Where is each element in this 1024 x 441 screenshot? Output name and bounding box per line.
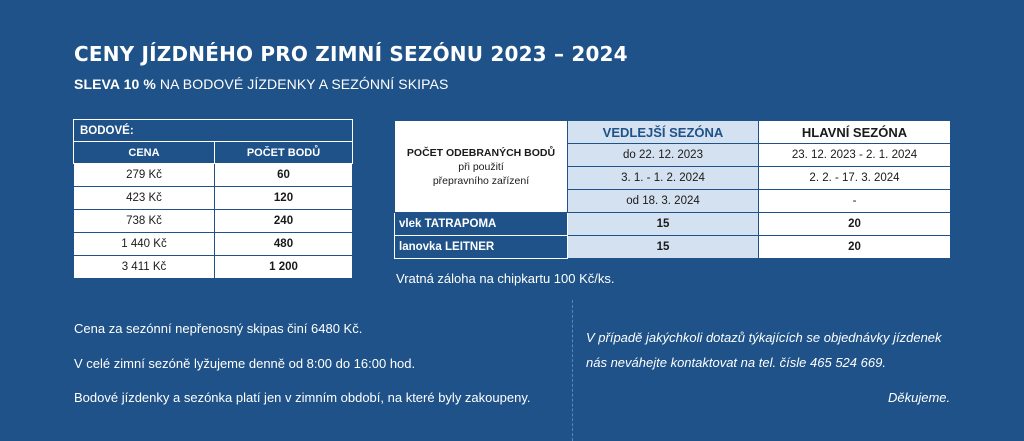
main-points-cell: 20 — [759, 236, 951, 259]
deposit-note: Vratná záloha na chipkartu 100 Kč/ks. — [396, 271, 615, 286]
table-row — [395, 213, 951, 236]
table-row — [74, 256, 353, 279]
info-opening-hours: V celé zimní sezóně lyžujeme denně od 8:00 do 16:00 hod. — [74, 356, 416, 371]
table-row — [74, 164, 353, 187]
header-side-season: VEDLEJŠÍ SEZÓNA — [568, 121, 759, 144]
points-table-caption: BODOVÉ: — [74, 120, 353, 142]
points-cell: 120 — [215, 187, 353, 210]
side-period-cell: 3. 1. - 1. 2. 2024 — [568, 167, 759, 190]
points-usage-label — [395, 121, 568, 213]
points-price-table — [73, 119, 353, 279]
header-main-season: HLAVNÍ SEZÓNA — [759, 121, 951, 144]
contact-line-1: V případě jakýchkoli dotazů týkajících se objednávky jízdenek — [586, 330, 942, 345]
main-period-cell: 2. 2. - 17. 3. 2024 — [759, 167, 951, 190]
label-line-2: při použití — [458, 160, 504, 173]
discount-highlight: SLEVA 10 % — [74, 76, 156, 92]
subtitle-rest: NA BODOVÉ JÍZDENKY A SEZÓNNÍ SKIPAS — [155, 76, 449, 92]
table-row — [74, 233, 353, 256]
main-points-cell: 20 — [759, 213, 951, 236]
side-period-cell: do 22. 12. 2023 — [568, 144, 759, 167]
lift-name-cell: lanovka LEITNER — [395, 236, 568, 259]
label-line-3: přepravního zařízení — [432, 174, 530, 187]
price-cell: 738 Kč — [74, 210, 215, 233]
price-cell: 423 Kč — [74, 187, 215, 210]
side-period-cell: od 18. 3. 2024 — [568, 190, 759, 213]
price-cell: 1 440 Kč — [74, 233, 215, 256]
page-title: CENY JÍZDNÉHO PRO ZIMNÍ SEZÓNU 2023 – 2024 — [74, 42, 628, 66]
table-row — [74, 210, 353, 233]
price-cell: 3 411 Kč — [74, 256, 215, 279]
contact-line-2: nás neváhejte kontaktovat na tel. čísle 465 524 669. — [586, 355, 886, 370]
points-cell: 1 200 — [215, 256, 353, 279]
info-season-pass: Cena za sezónní nepřenosný skipas činí 6480 Kč. — [74, 321, 363, 336]
header-points: POČET BODŮ — [215, 142, 353, 164]
table-row — [74, 187, 353, 210]
side-points-cell: 15 — [568, 213, 759, 236]
header-price: CENA — [74, 142, 215, 164]
main-period-cell: 23. 12. 2023 - 2. 1. 2024 — [759, 144, 951, 167]
thanks-text: Děkujeme. — [888, 390, 951, 405]
label-line-1: POČET ODEBRANÝCH BODŮ — [406, 146, 556, 159]
info-validity: Bodové jízdenky a sezónka platí jen v zimním období, na které byly zakoupeny. — [74, 390, 531, 405]
points-cell: 480 — [215, 233, 353, 256]
points-cell: 60 — [215, 164, 353, 187]
subtitle — [74, 76, 448, 92]
points-cell: 240 — [215, 210, 353, 233]
main-period-cell: - — [759, 190, 951, 213]
lift-name-cell: vlek TATRAPOMA — [395, 213, 568, 236]
side-points-cell: 15 — [568, 236, 759, 259]
price-cell: 279 Kč — [74, 164, 215, 187]
divider — [572, 300, 573, 441]
seasons-points-table — [394, 120, 951, 259]
table-row — [395, 236, 951, 259]
